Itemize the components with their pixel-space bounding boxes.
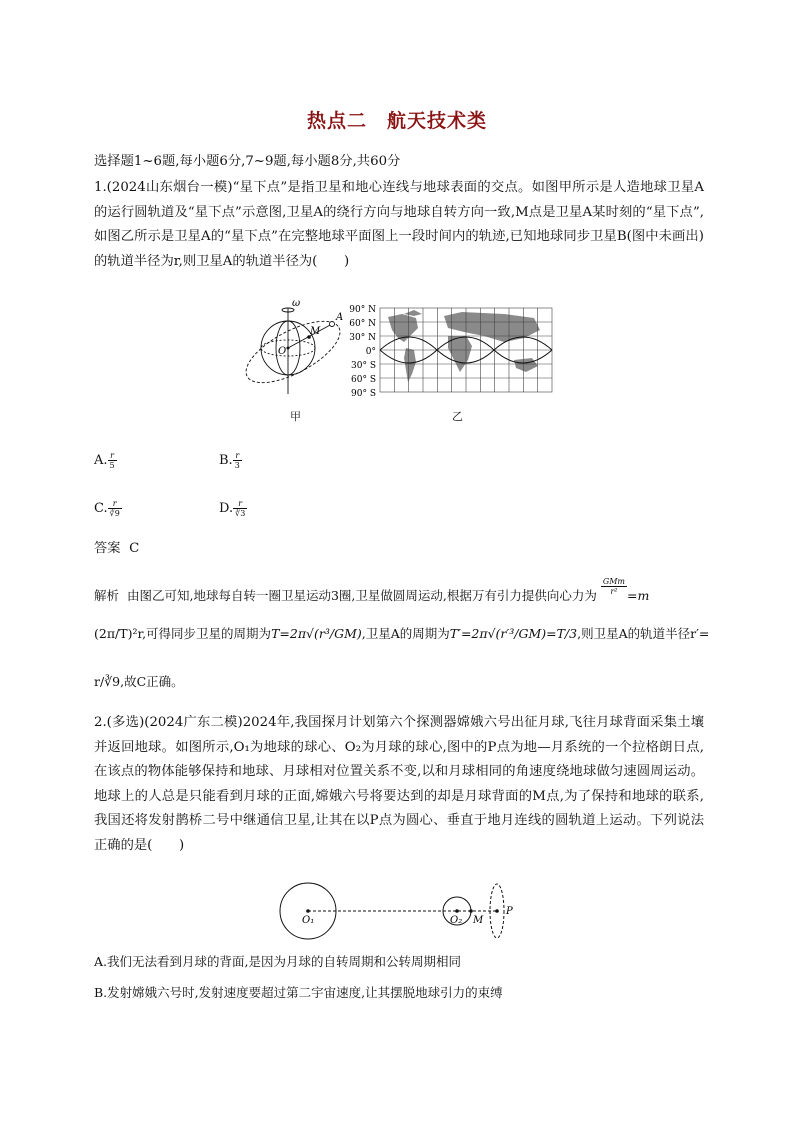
- q2-option-a[interactable]: A.我们无法看到月球的背面,是因为月球的自转周期和公转周期相同: [94, 954, 461, 969]
- q1-caption-yi: 乙: [452, 410, 463, 423]
- q2-option-b[interactable]: B.发射嫦娥六号时,发射速度要超过第二宇宙速度,让其摆脱地球引力的束缚: [94, 985, 503, 1000]
- q1-caption-jia: 甲: [290, 410, 301, 423]
- lat-30s: 30° S: [351, 361, 376, 371]
- q2-figure: [270, 878, 530, 948]
- period-a-expr: T′=2π√(r′³/GM)=T/3: [449, 626, 578, 641]
- label-a: A: [336, 312, 344, 323]
- q1-option-d[interactable]: [219, 499, 247, 518]
- option-letter: C.: [94, 501, 108, 516]
- option-den: ∛3: [235, 509, 246, 518]
- option-num: r: [108, 451, 117, 461]
- q1-figure-jia: [236, 296, 354, 418]
- analysis-text-1: 由图乙可知,地球每自转一圈卫星运动3圈,卫星做圆周运动,根据万有引力提供向心力为: [126, 588, 597, 603]
- label-m: M: [310, 326, 321, 337]
- force-den: r²: [610, 587, 618, 596]
- section-intro: 选择题1~6题,每小题6分,7~9题,每小题8分,共60分: [94, 154, 401, 169]
- analysis-text-2c: ,则卫星A的轨道半径r′=: [577, 626, 710, 641]
- page-title: 热点二 航天技术类: [306, 110, 487, 132]
- label-o: O: [278, 346, 287, 357]
- option-den: 3: [234, 461, 240, 470]
- answer-value: C: [129, 541, 140, 556]
- q1-analysis-line1: [94, 577, 649, 604]
- option-den: ∛9: [109, 509, 120, 518]
- lat-60n: 60° N: [349, 319, 376, 329]
- label-p: P: [506, 906, 513, 917]
- analysis-text-2b: ,卫星A的周期为: [361, 626, 450, 641]
- lat-90s: 90° S: [351, 389, 376, 399]
- option-letter: D.: [219, 501, 234, 516]
- lat-30n: 30° N: [349, 333, 376, 343]
- lat-0: 0°: [365, 347, 376, 357]
- q1-figure-yi: [344, 302, 556, 402]
- eq-m: =m: [627, 588, 650, 603]
- period-expr: T=2π√(r³/GM): [271, 626, 362, 641]
- force-num: GMm: [602, 577, 625, 586]
- option-num: r: [233, 499, 247, 509]
- option-letter: A.: [94, 453, 108, 468]
- analysis-label: 解析: [94, 588, 120, 603]
- q1-option-b[interactable]: [219, 451, 242, 470]
- label-o2: O₂: [450, 915, 463, 926]
- q1-analysis-line2: [94, 624, 709, 642]
- q1-option-a[interactable]: [94, 451, 117, 470]
- lat-60s: 60° S: [351, 375, 376, 385]
- answer-label: 答案: [94, 541, 121, 556]
- label-m2: M: [473, 915, 484, 926]
- q2-stem: 2.(多选)(2024广东二模)2024年,我国探月计划第六个探测器嫦娥六号出征月球,飞往月球背面采集土壤并返回地球。如图所示,O₁为地球的球心、O₂为月球的球心,图中的P点为地—月系统的一个拉格朗日点,在该点的物体能够保持和地球、月球相对位置关系不变,以和月球相同的角速度绕地球做匀速圆周运动。地球上的人总是只能看到月球的正面,嫦娥六号将要达到的却是月球背面的M点,为了保持和地球的联系,我国还将发射鹊桥二号中继通信卫星,让其在以P点为圆心、垂直于地月连线的圆轨道上运动。下列说法正确的是( ): [94, 715, 704, 853]
- option-den: 5: [109, 461, 115, 470]
- q1-option-c[interactable]: [94, 499, 122, 518]
- q1-analysis-line3: r/∛9,故C正确。: [94, 674, 184, 689]
- lat-90n: 90° N: [349, 305, 376, 315]
- q1-stem: 1.(2024山东烟台一模)“星下点”是指卫星和地心连线与地球表面的交点。如图甲所示是人造地球卫星A的运行圆轨道及“星下点”示意图,卫星A的绕行方向与地球自转方向一致,M点是卫星A某时刻的“星下点”,如图乙所示是卫星A的“星下点”在完整地球平面图上一段时间内的轨迹,已知地球同步卫星B(图中未画出)的轨道半径为r,则卫星A的轨道半径为( ): [94, 180, 704, 269]
- analysis-text-2a: (2π/T)²r,可得同步卫星的周期为: [94, 626, 272, 641]
- label-o1: O₁: [302, 915, 315, 926]
- option-letter: B.: [219, 453, 233, 468]
- q1-answer: [94, 537, 139, 556]
- option-num: r: [233, 451, 242, 461]
- label-omega: ω: [292, 298, 301, 309]
- option-num: r: [108, 499, 122, 509]
